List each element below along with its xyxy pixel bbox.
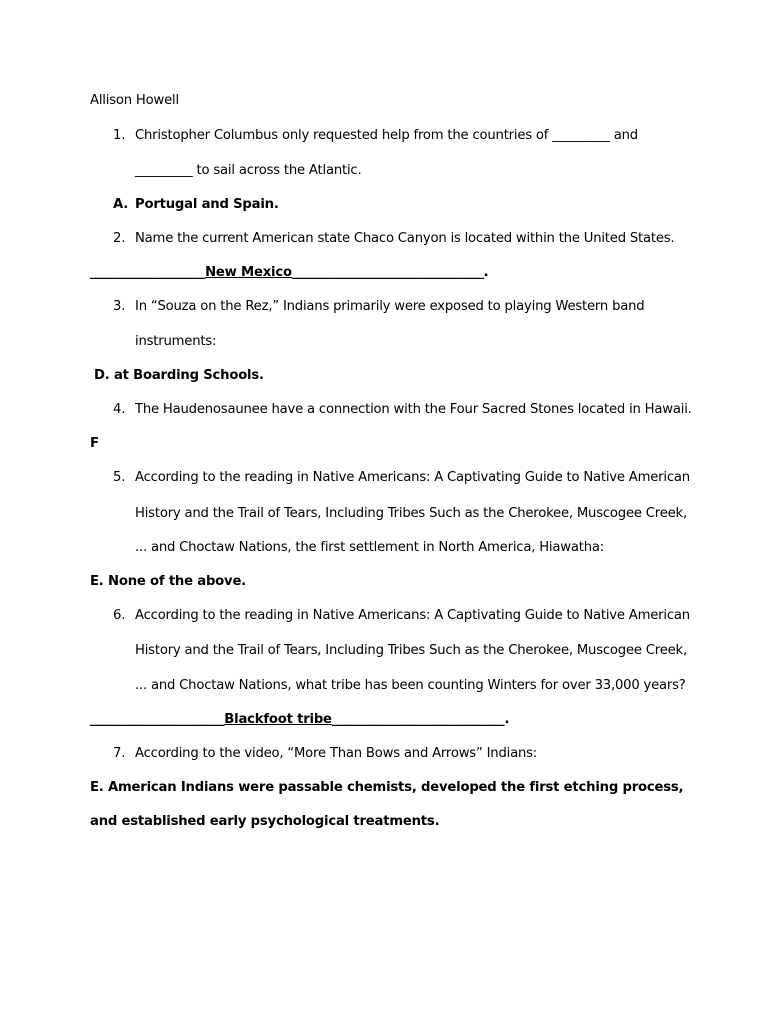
question-7-text-line-1: According to the video, “More Than Bows and Arrows” Indians: [135, 746, 538, 761]
question-2-answer [90, 264, 488, 282]
question-5-text-line-2: History and the Trail of Tears, Including Tribes Such as the Cherokee, Muscogee Creek, [135, 506, 687, 521]
question-1-answer-letter: A. [113, 197, 129, 212]
question-3-text-line-1: In “Souza on the Rez,” Indians primarily were exposed to playing Western band [135, 299, 645, 314]
question-6-answer [90, 711, 509, 729]
question-7-number: 7. [113, 746, 126, 761]
answer-blank-trail: ___________________________. [331, 712, 510, 727]
question-6-number: 6. [113, 608, 126, 623]
question-6-text-line-2: History and the Trail of Tears, Including Tribes Such as the Cherokee, Muscogee Creek, [135, 643, 687, 658]
question-5-text-line-3: ... and Choctaw Nations, the first settlement in North America, Hiawatha: [135, 540, 604, 555]
question-3-text-line-2: instruments: [135, 334, 217, 349]
question-4-text-line-1: The Haudenosaunee have a connection with the Four Sacred Stones located in Hawaii. [135, 402, 692, 417]
answer-blank-lead: __________________ [90, 265, 206, 280]
question-5-number: 5. [113, 470, 126, 485]
question-1-text-line-2: _________ to sail across the Atlantic. [135, 163, 362, 178]
question-4-number: 4. [113, 402, 126, 417]
question-1-number: 1. [113, 128, 126, 143]
question-1-answer: Portugal and Spain. [135, 197, 279, 212]
answer-blank-lead: _____________________ [90, 712, 225, 727]
question-6-text-line-3: ... and Choctaw Nations, what tribe has been counting Winters for over 33,000 years? [135, 678, 686, 693]
question-2-text-line-1: Name the current American state Chaco Canyon is located within the United States. [135, 231, 675, 246]
question-3-number: 3. [113, 299, 126, 314]
answer-value: Blackfoot tribe [224, 712, 332, 727]
question-5-answer: E. None of the above. [90, 574, 246, 589]
answer-blank-trail: ______________________________. [291, 265, 489, 280]
question-1-text-line-1: Christopher Columbus only requested help from the countries of _________ and [135, 128, 638, 143]
question-6-text-line-1: According to the reading in Native Americans: A Captivating Guide to Native American [135, 608, 690, 623]
answer-value: New Mexico [205, 265, 292, 280]
question-7-answer-line-2: and established early psychological treatments. [90, 814, 440, 829]
question-4-answer: F [90, 436, 99, 451]
question-5-text-line-1: According to the reading in Native Americans: A Captivating Guide to Native American [135, 470, 690, 485]
question-3-answer: D. at Boarding Schools. [94, 368, 264, 383]
author-name: Allison Howell [90, 93, 179, 108]
question-7-answer-line-1: E. American Indians were passable chemists, developed the first etching process, [90, 780, 684, 795]
question-2-number: 2. [113, 231, 126, 246]
